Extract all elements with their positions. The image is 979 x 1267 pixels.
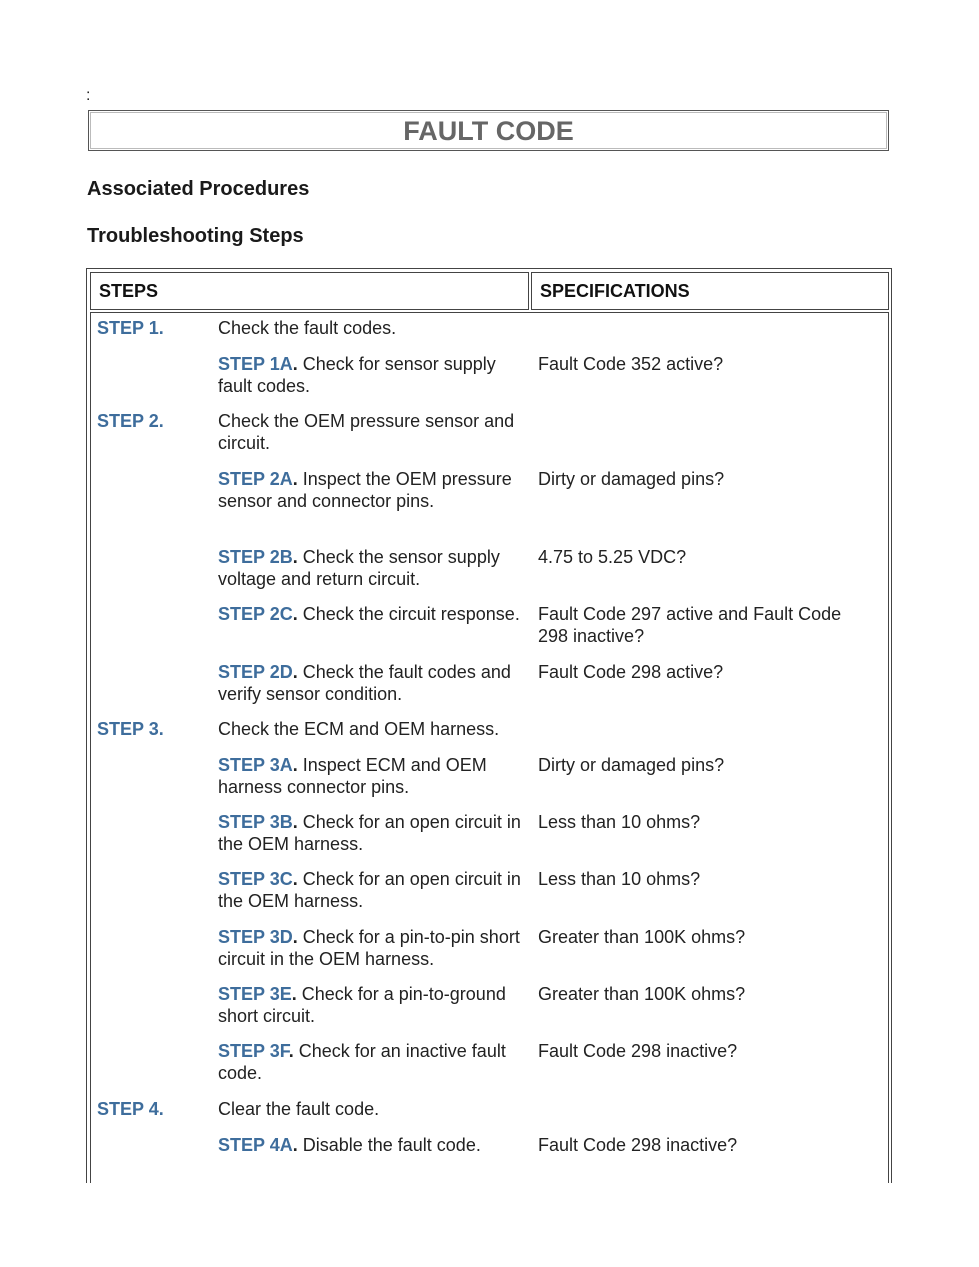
substep-separator: . xyxy=(292,662,298,682)
step-text: Check the OEM pressure sensor and circuit. xyxy=(218,411,515,453)
step-description xyxy=(218,662,530,705)
step-text: Check the ECM and OEM harness. xyxy=(218,719,500,739)
step-specification: 4.75 to 5.25 VDC? xyxy=(538,547,687,567)
substep-label: STEP 2A xyxy=(218,469,293,489)
step-text: Clear the fault code. xyxy=(218,1099,380,1119)
step-text: Disable the fault code. xyxy=(297,1135,481,1155)
step-text: Check the sensor supply voltage and return circuit. xyxy=(218,547,500,589)
step-text: Check for an open circuit in the OEM harness. xyxy=(218,812,521,854)
substep-separator: . xyxy=(292,354,298,374)
substep-label: STEP 2B xyxy=(218,547,293,567)
step-text: Inspect ECM and OEM harness connector pins. xyxy=(218,755,487,797)
page-prefix: : xyxy=(86,87,91,104)
step-description xyxy=(218,469,530,512)
substep-label: STEP 3E xyxy=(218,984,292,1004)
step-description xyxy=(218,1099,530,1121)
step-specification: Fault Code 298 inactive? xyxy=(538,1041,738,1061)
step-specification: Fault Code 298 active? xyxy=(538,662,724,682)
step-text: Check the fault codes and verify sensor condition. xyxy=(218,662,511,704)
step-specification: Less than 10 ohms? xyxy=(538,869,701,889)
step-description xyxy=(218,547,530,590)
step-specification: Dirty or damaged pins? xyxy=(538,469,725,489)
step-description xyxy=(218,1135,530,1157)
substep-separator: . xyxy=(292,927,298,947)
step-number: STEP 1. xyxy=(97,318,164,338)
step-specification: Less than 10 ohms? xyxy=(538,812,701,832)
step-text: Inspect the OEM pressure sensor and connector pins. xyxy=(218,469,512,511)
step-specification: Fault Code 352 active? xyxy=(538,354,724,374)
step-text: Check for sensor supply fault codes. xyxy=(218,354,496,396)
substep-label: STEP 1A xyxy=(218,354,293,374)
step-text: Check the circuit response. xyxy=(297,604,520,624)
substep-label: STEP 2D xyxy=(218,662,293,682)
step-specification: Greater than 100K ohms? xyxy=(538,984,746,1004)
associated-procedures-heading: Associated Procedures xyxy=(87,178,310,200)
substep-label: STEP 4A xyxy=(218,1135,293,1155)
substep-separator: . xyxy=(292,1135,298,1155)
troubleshooting-steps-heading: Troubleshooting Steps xyxy=(87,225,304,247)
substep-separator: . xyxy=(291,984,297,1004)
step-description xyxy=(218,984,530,1027)
substep-separator: . xyxy=(292,469,298,489)
step-text: Check for an inactive fault code. xyxy=(218,1041,506,1083)
step-description xyxy=(218,318,530,340)
step-number: STEP 2. xyxy=(97,411,164,431)
substep-separator: . xyxy=(288,1041,294,1061)
substep-separator: . xyxy=(292,547,298,567)
step-description xyxy=(218,719,530,741)
step-specification: Fault Code 297 active and Fault Code 298 inactive? xyxy=(538,604,842,646)
step-specification: Fault Code 298 inactive? xyxy=(538,1135,738,1155)
header-specifications: SPECIFICATIONS xyxy=(531,272,889,310)
substep-label: STEP 3C xyxy=(218,869,293,889)
step-text: Check the fault codes. xyxy=(218,318,397,338)
step-text: Check for a pin-to-pin short circuit in the OEM harness. xyxy=(218,927,520,969)
substep-separator: . xyxy=(292,604,298,624)
substep-separator: . xyxy=(292,755,298,775)
header-steps: STEPS xyxy=(90,272,529,310)
step-description xyxy=(218,1041,530,1084)
step-description xyxy=(218,869,530,912)
step-number: STEP 4. xyxy=(97,1099,164,1119)
step-description xyxy=(218,604,530,626)
title-box xyxy=(88,110,889,151)
step-specification: Greater than 100K ohms? xyxy=(538,927,746,947)
substep-label: STEP 2C xyxy=(218,604,293,624)
substep-label: STEP 3F xyxy=(218,1041,289,1061)
step-description xyxy=(218,927,530,970)
step-text: Check for an open circuit in the OEM harness. xyxy=(218,869,521,911)
substep-separator: . xyxy=(292,869,298,889)
step-number: STEP 3. xyxy=(97,719,164,739)
substep-separator: . xyxy=(292,812,298,832)
substep-label: STEP 3B xyxy=(218,812,293,832)
step-description xyxy=(218,755,530,798)
step-text: Check for a pin-to-ground short circuit. xyxy=(218,984,506,1026)
step-description xyxy=(218,411,530,454)
page-title: FAULT CODE xyxy=(403,116,574,146)
substep-label: STEP 3A xyxy=(218,755,293,775)
substep-label: STEP 3D xyxy=(218,927,293,947)
step-specification: Dirty or damaged pins? xyxy=(538,755,725,775)
step-description xyxy=(218,354,530,397)
step-description xyxy=(218,812,530,855)
